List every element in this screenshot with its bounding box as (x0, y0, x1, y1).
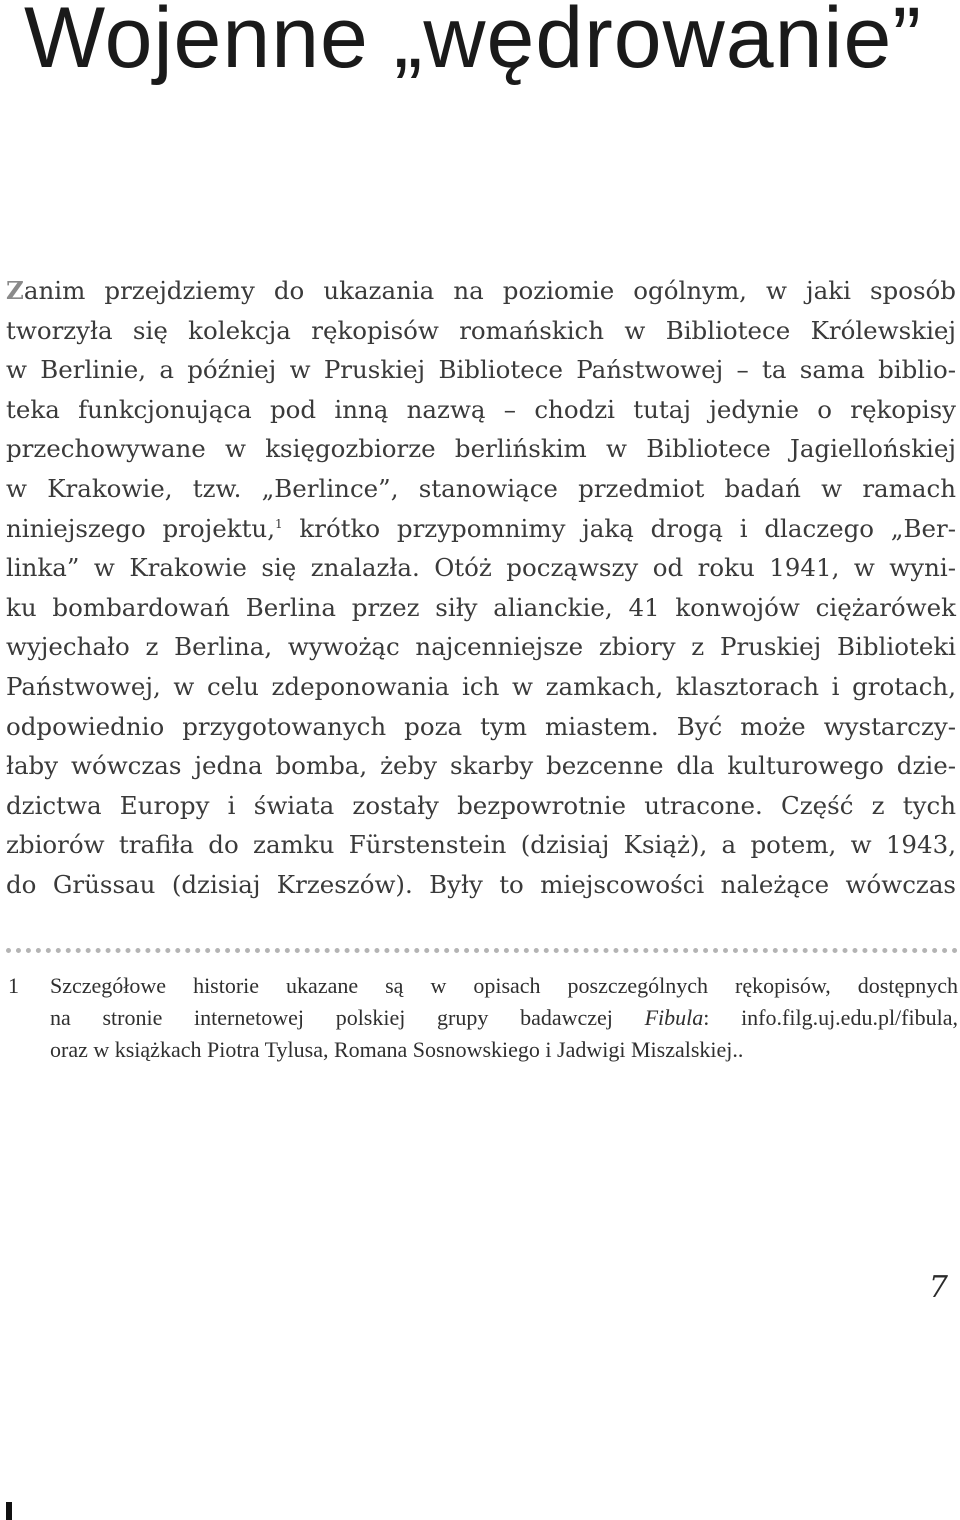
body-paragraph (6, 271, 956, 905)
footnote-divider (6, 948, 958, 953)
footnote-text (50, 970, 958, 1066)
crop-mark (6, 1502, 12, 1520)
footnote-line: oraz w książkach Piotra Tylusa, Romana Sosnowskiego i Jadwigi Miszalskiej.. (50, 1037, 744, 1062)
paragraph-line: ku bombardowań Berlina przez siły alianckie, 41 konwojów ciężarówek (6, 592, 956, 622)
initial-letter: Z (6, 276, 24, 305)
paragraph-line: w Krakowie, tzw. „Berlince”, stanowiące przedmiot badań w ramach (6, 473, 956, 503)
paragraph-line: do Grüssau (dzisiaj Krzeszów). Były to miejscowości należące wówczas (6, 869, 956, 899)
paragraph-line: niniejszego projektu,$^1$ krótko przypomnimy jaką drogą i dlaczego „Ber- (6, 513, 956, 543)
paragraph-line: Państwowej, w celu zdeponowania ich w zamkach, klasztorach i grotach, (6, 671, 956, 701)
paragraph-line: w Berlinie, a później w Pruskiej Bibliotece Państwowej – ta sama biblio- (6, 355, 956, 385)
chapter-title: Wojenne „wędrowanie” (24, 0, 922, 86)
paragraph-line: teka funkcjonująca pod inną nazwą – chodzi tutaj jedynie o rękopisy (6, 394, 956, 424)
footnote-line: na stronie internetowej polskiej grupy badawczej Fibula: info.filg.uj.edu.pl/fibula, (50, 1005, 958, 1030)
paragraph-line: odpowiednio przygotowanych poza tym miastem. Być może wystarczy- (6, 711, 956, 741)
footnote-line: Szczegółowe historie ukazane są w opisach poszczególnych rękopisów, dostępnych (50, 973, 958, 998)
footnote-reference[interactable]: 1 (275, 516, 283, 531)
paragraph-line: wyjechało z Berlina, wywożąc najcenniejsze zbiory z Pruskiej Biblioteki (6, 632, 956, 662)
paragraph-line: linka” w Krakowie się znalazła. Otóż począwszy od roku 1941, w wyni- (6, 553, 956, 583)
footnote-number: 1 (8, 973, 19, 998)
paragraph-line: Zanim przejdziemy do ukazania na poziomie ogólnym, w jaki sposób (6, 276, 956, 305)
project-name: Fibula (644, 1005, 704, 1030)
paragraph-line: dzictwa Europy i świata zostały bezpowrotnie utracone. Część z tych (6, 790, 956, 820)
paragraph-line: przechowywane w księgozbiorze berlińskim w Bibliotece Jagiellońskiej (6, 434, 956, 464)
paragraph-line: tworzyła się kolekcja rękopisów romańskich w Bibliotece Królewskiej (6, 315, 956, 345)
page-number: 7 (928, 1270, 948, 1305)
paragraph-line: łaby wówczas jedna bomba, żeby skarby bezcenne dla kulturowego dzie- (6, 751, 956, 781)
paragraph-line: zbiorów trafiła do zamku Fürstenstein (dzisiaj Książ), a potem, w 1943, (6, 830, 956, 860)
